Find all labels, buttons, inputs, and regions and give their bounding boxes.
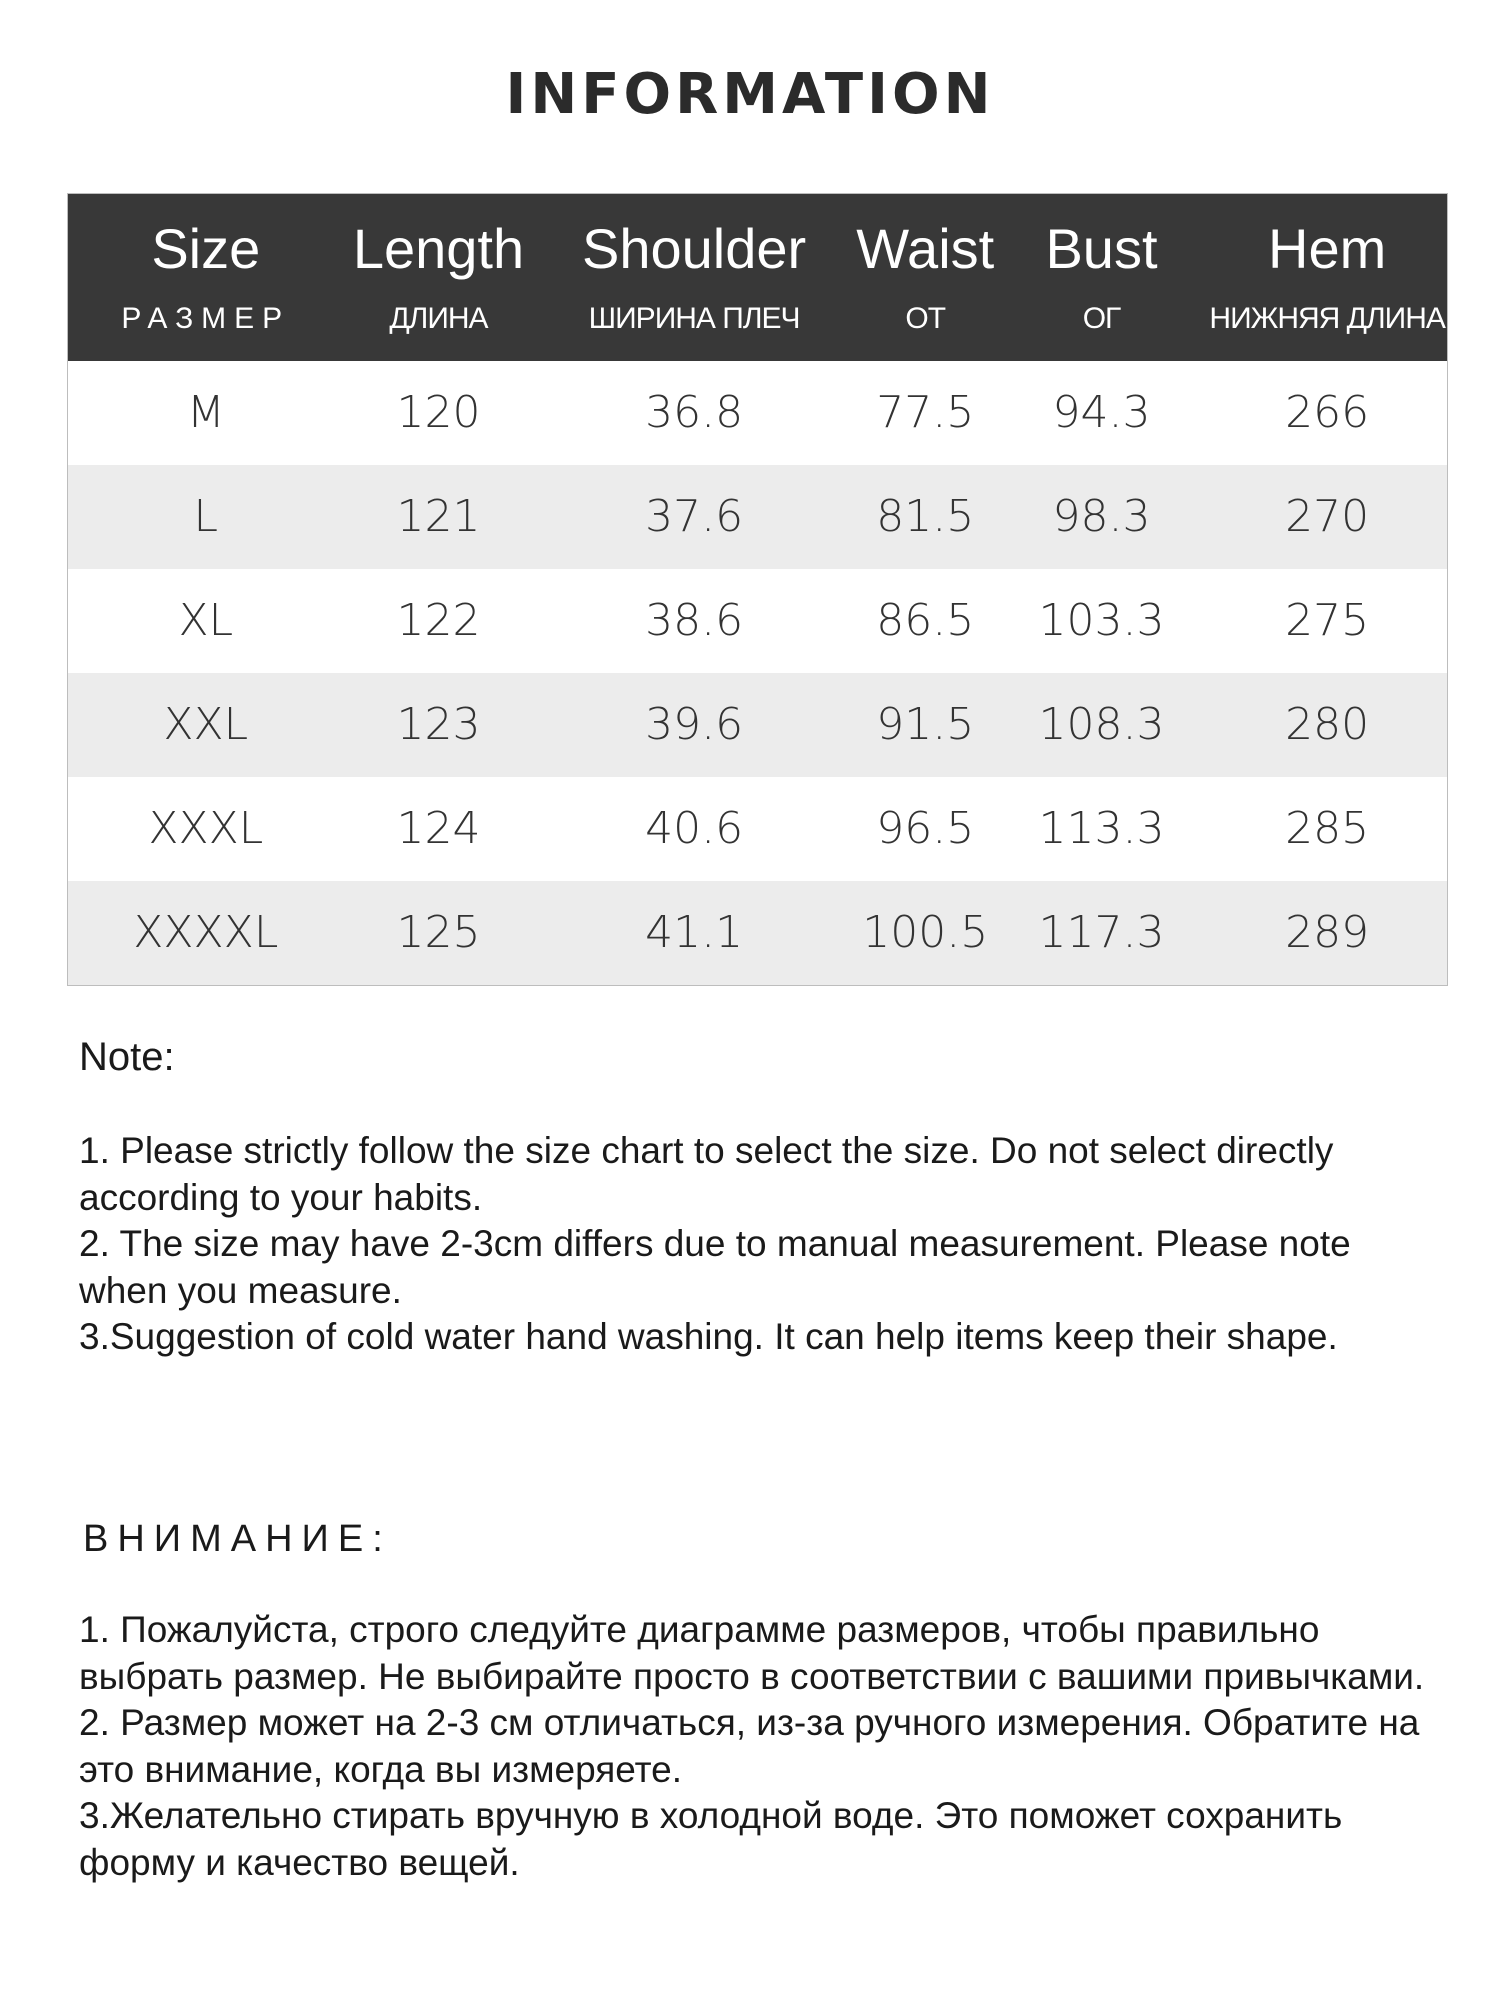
- page-title: INFORMATION: [505, 62, 995, 127]
- header-label-ru: ОТ: [905, 302, 946, 335]
- note-item: 1. Please strictly follow the size chart to select the size. Do not select directly according to your habits.: [79, 1130, 1334, 1218]
- cell-length: 123: [396, 699, 481, 750]
- ru-note-item: 1. Пожалуйста, строго следуйте диаграмме размеров, чтобы правильно выбрать размер. Не выбирайте просто в соответствии с вашими привычками.: [79, 1609, 1425, 1697]
- header-size: [68, 194, 344, 361]
- cell-size: M: [186, 387, 225, 438]
- header-label-ru: РАЗМЕР: [121, 302, 291, 335]
- header-label-en: Size: [151, 217, 261, 280]
- header-shoulder: [533, 194, 855, 361]
- cell-length: 124: [396, 803, 481, 854]
- cell-waist: 91.5: [876, 699, 975, 750]
- table-row: [68, 465, 1447, 569]
- cell-size: XXXXL: [133, 907, 279, 958]
- table-row: [68, 569, 1447, 673]
- cell-bust: 94.3: [1052, 387, 1151, 438]
- cell-waist: 81.5: [876, 491, 975, 542]
- table-header: [68, 194, 1447, 361]
- note-list: [79, 1128, 1419, 1361]
- header-bust: [996, 194, 1208, 361]
- cell-hem: 266: [1285, 387, 1370, 438]
- cell-size: L: [193, 491, 219, 542]
- cell-hem: 275: [1285, 595, 1370, 646]
- cell-length: 125: [396, 907, 481, 958]
- cell-waist: 96.5: [876, 803, 975, 854]
- cell-length: 120: [396, 387, 481, 438]
- ru-note-item: 3.Желательно стирать вручную в холодной воде. Это поможет сохранить форму и качество вещей.: [79, 1795, 1343, 1883]
- cell-shoulder: 36.8: [645, 387, 744, 438]
- ru-note-item: 2. Размер может на 2-3 см отличаться, из-за ручного измерения. Обратите на это внимание, когда вы измеряете.: [79, 1702, 1420, 1790]
- cell-hem: 270: [1285, 491, 1370, 542]
- header-label-ru: ШИРИНА ПЛЕЧ: [588, 302, 800, 335]
- cell-bust: 108.3: [1038, 699, 1165, 750]
- cell-shoulder: 37.6: [645, 491, 744, 542]
- header-waist: [855, 194, 996, 361]
- header-label-ru: ДЛИНА: [389, 302, 488, 335]
- cell-bust: 98.3: [1052, 491, 1151, 542]
- header-hem: [1207, 194, 1447, 361]
- cell-bust: 103.3: [1038, 595, 1165, 646]
- cell-length: 122: [396, 595, 481, 646]
- cell-length: 121: [396, 491, 481, 542]
- header-label-en: Shoulder: [581, 217, 807, 280]
- ru-note-list: [79, 1607, 1439, 1886]
- cell-waist: 77.5: [876, 387, 975, 438]
- header-label-ru: ОГ: [1082, 302, 1121, 335]
- ru-note-heading: ВНИМАНИЕ:: [83, 1518, 392, 1560]
- header-label-en: Length: [352, 217, 525, 280]
- note-item: 3.Suggestion of cold water hand washing. It can help items keep their shape.: [79, 1316, 1338, 1357]
- header-label-en: Waist: [856, 217, 995, 280]
- cell-waist: 86.5: [876, 595, 975, 646]
- cell-shoulder: 40.6: [645, 803, 744, 854]
- cell-hem: 285: [1285, 803, 1370, 854]
- table-row: [68, 881, 1447, 985]
- cell-waist: 100.5: [862, 907, 989, 958]
- cell-hem: 280: [1285, 699, 1370, 750]
- cell-hem: 289: [1285, 907, 1370, 958]
- table-row: [68, 361, 1447, 465]
- header-label-ru: НИЖНЯЯ ДЛИНА: [1209, 302, 1445, 335]
- note-item: 2. The size may have 2-3cm differs due to manual measurement. Please note when you measure.: [79, 1223, 1351, 1311]
- cell-size: XL: [178, 595, 234, 646]
- table-row: [68, 777, 1447, 881]
- cell-size: XXXL: [148, 803, 264, 854]
- header-label-en: Bust: [1045, 217, 1158, 280]
- table-row: [68, 673, 1447, 777]
- size-chart-table: [67, 193, 1448, 986]
- cell-shoulder: 38.6: [645, 595, 744, 646]
- cell-shoulder: 39.6: [645, 699, 744, 750]
- header-label-en: Hem: [1268, 217, 1387, 280]
- header-length: [344, 194, 534, 361]
- cell-shoulder: 41.1: [645, 907, 744, 958]
- cell-bust: 117.3: [1038, 907, 1165, 958]
- cell-size: XXL: [163, 699, 249, 750]
- note-heading: Note:: [79, 1035, 175, 1079]
- cell-bust: 113.3: [1038, 803, 1165, 854]
